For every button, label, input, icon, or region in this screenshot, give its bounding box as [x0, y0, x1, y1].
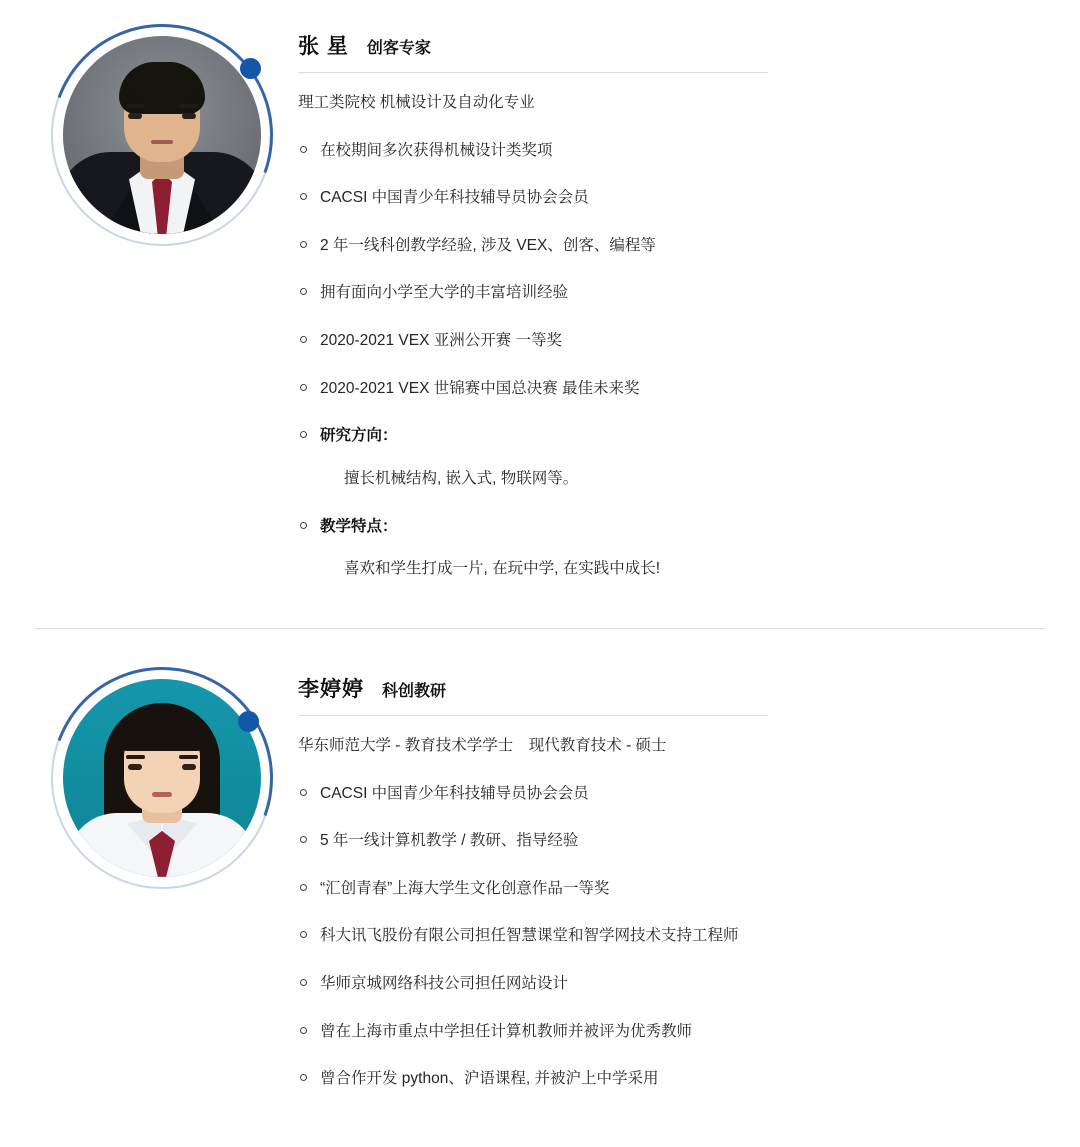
- teacher-name: 李婷婷: [298, 677, 364, 701]
- credential-text: 2020-2021 VEX 亚洲公开赛 一等奖: [320, 332, 563, 350]
- avatar-dot-icon: [238, 711, 259, 732]
- list-item: [298, 971, 1040, 997]
- list-item: [298, 138, 1040, 164]
- portrait-photo-1: [63, 36, 261, 234]
- avatar-dot-icon: [240, 58, 261, 79]
- profile-card-2: [0, 629, 1080, 1102]
- name-row-2: [298, 673, 768, 716]
- info-column-2: [298, 661, 1040, 1092]
- credential-text: 华师京城网络科技公司担任网站设计: [320, 974, 569, 992]
- teacher-role: 创客专家: [366, 40, 431, 57]
- list-item: [298, 1019, 1040, 1045]
- credential-label: 教学特点：: [320, 517, 398, 535]
- credential-note: 擅长机械结构, 嵌入式, 物联网等。: [344, 469, 579, 487]
- teacher-name: 张 星: [298, 35, 349, 58]
- list-item: [298, 185, 1040, 211]
- credential-text: 2 年一线科创教学经验, 涉及 VEX、创客、编程等: [320, 236, 656, 254]
- list-item-teaching-style: [298, 514, 1040, 582]
- credential-text: 2020-2021 VEX 世锦赛中国总决赛 最佳未来奖: [320, 379, 640, 397]
- list-item: [298, 923, 1040, 949]
- list-item: [298, 328, 1040, 354]
- credential-list-2: [298, 781, 1040, 1092]
- credential-text: 曾在上海市重点中学担任计算机教师并被评为优秀教师: [320, 1022, 693, 1040]
- avatar-column-1: [26, 18, 298, 246]
- portrait-photo-2: [63, 679, 261, 877]
- info-column-1: [298, 18, 1040, 582]
- avatar-2: [51, 667, 273, 889]
- credential-text: 5 年一线计算机教学 / 教研、指导经验: [320, 832, 579, 850]
- credential-text: 曾合作开发 python、沪语课程, 并被沪上中学采用: [320, 1070, 659, 1088]
- list-item: [298, 781, 1040, 807]
- list-item: [298, 828, 1040, 854]
- teacher-education: 理工类院校 机械设计及自动化专业: [298, 94, 535, 111]
- credential-list-1: [298, 138, 1040, 582]
- credential-label: 研究方向：: [320, 427, 398, 445]
- teacher-education: 华东师范大学 - 教育技术学学士 现代教育技术 - 硕士: [298, 736, 667, 754]
- list-item: [298, 280, 1040, 306]
- credential-text: CACSI 中国青少年科技辅导员协会会员: [320, 784, 589, 802]
- list-item: [298, 1066, 1040, 1092]
- list-item: [298, 376, 1040, 402]
- avatar-column-2: [26, 661, 298, 889]
- teacher-role: 科创教研: [382, 682, 447, 700]
- list-item-research: [298, 423, 1040, 491]
- list-item: [298, 233, 1040, 259]
- credential-text: 科大讯飞股份有限公司担任智慧课堂和智学网技术支持工程师: [320, 927, 739, 945]
- credential-text: CACSI 中国青少年科技辅导员协会会员: [320, 189, 589, 207]
- avatar-1: [51, 24, 273, 246]
- credential-text: 在校期间多次获得机械设计类奖项: [320, 141, 553, 159]
- list-item: [298, 876, 1040, 902]
- name-row-1: [298, 30, 768, 73]
- credential-note: 喜欢和学生打成一片, 在玩中学, 在实践中成长!: [344, 560, 661, 578]
- credential-text: “汇创青春”上海大学生文化创意作品一等奖: [320, 879, 610, 897]
- credential-text: 拥有面向小学至大学的丰富培训经验: [320, 284, 569, 302]
